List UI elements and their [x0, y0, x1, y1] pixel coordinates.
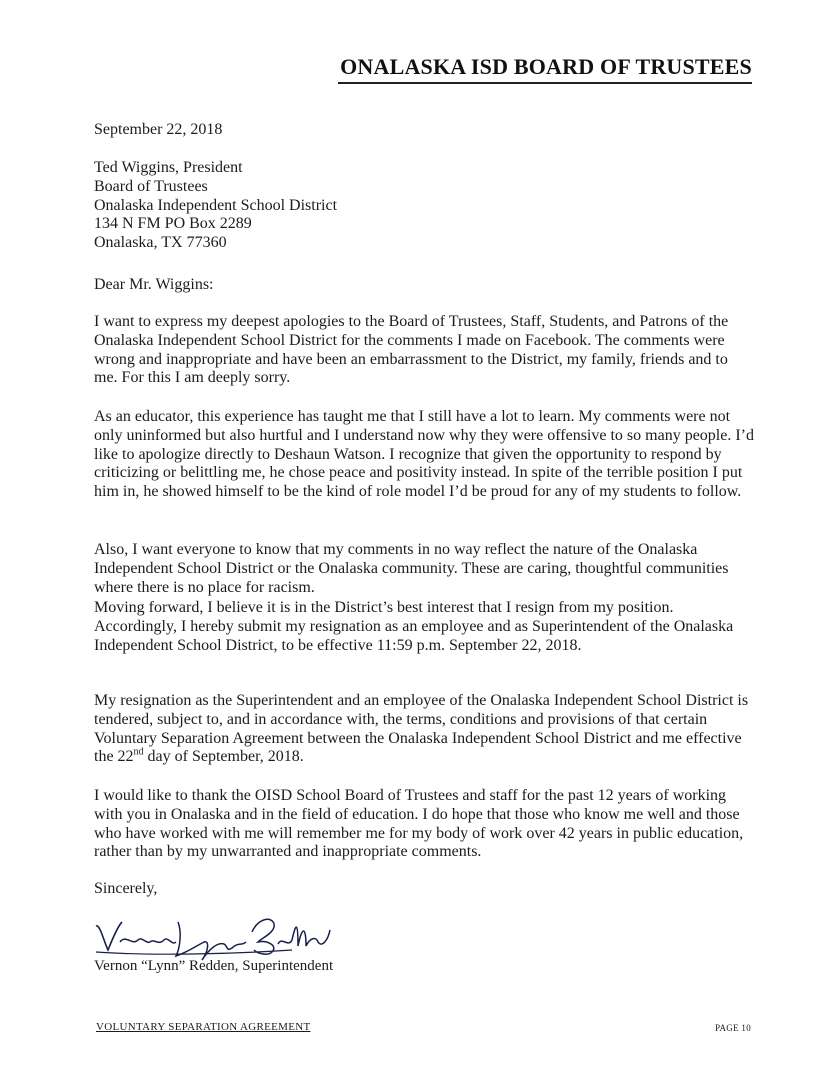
handwritten-signature — [92, 912, 332, 962]
paragraph-community: Also, I want everyone to know that my comments in no way reflect the nature of the Onalaska Independent School District or the Onalaska community. These are caring, thoughtful communities where there is no place for racism. — [94, 541, 729, 596]
page-number: PAGE 10 — [715, 1023, 752, 1033]
letter-date: September 22, 2018 — [94, 121, 223, 138]
letterhead-title: ONALASKA ISD BOARD OF TRUSTEES — [340, 54, 752, 79]
letterhead-rule — [338, 82, 752, 84]
address-line: Onalaska Independent School District — [94, 196, 338, 214]
ordinal-suffix: nd — [133, 747, 144, 759]
recipient-address — [94, 159, 754, 253]
address-line: Board of Trustees — [94, 177, 208, 195]
salutation: Dear Mr. Wiggins: — [94, 276, 214, 293]
paragraph-apology: I want to express my deepest apologies to the Board of Trustees, Staff, Students, and Patrons of the Onalaska Independent School District for the comments I made on Facebook. The comments were wrong and inappropriate and have been an embarrassment to the District, my family, friends and to me. For this I am deeply sorry. — [94, 313, 729, 387]
agreement-text-end: day of September, 2018. — [143, 748, 304, 766]
paragraph-thanks: I would like to thank the OISD School Board of Trustees and staff for the past 12 years of working with you in Onalaska and in the field of education. I do hope that those who know me well and those who have worked with me will remember me for my body of work over 42 years in public education, rather than by my unwarranted and inappropriate comments. — [94, 787, 744, 861]
paragraph-educator: As an educator, this experience has taught me that I still have a lot to learn. My comments were not only uninformed but also hurtful and I understand now why they were offensive to so many people. I’d like to apologize directly to Deshaun Watson. I recognize that given the opportunity to respond by criticizing or belittling me, he chose peace and positivity instead. In spite of the terrible position I put him in, he showed himself to be the kind of role model I’d be proud for any of my students to follow. — [94, 408, 754, 501]
closing: Sincerely, — [94, 880, 158, 897]
agreement-text: My resignation as the Superintendent and an employee of the Onalaska Independent School District is tendered, subject to, and in accordance with, the terms, conditions and provisions of that certain Voluntary Separation Agreement between the Onalaska Independent School District and me effective the 22 — [94, 692, 749, 766]
footer-document-title: VOLUNTARY SEPARATION AGREEMENT — [96, 1021, 311, 1033]
paragraph-resignation: Moving forward, I believe it is in the District’s best interest that I resign from my position. Accordingly, I hereby submit my resignation as an employee and as Superintendent of the Onalaska Independent School District, to be effective 11:59 p.m. September 22, 2018. — [94, 599, 734, 654]
address-line: Onalaska, TX 77360 — [94, 234, 227, 252]
paragraph-agreement — [94, 692, 754, 767]
address-line: Ted Wiggins, President — [94, 159, 243, 176]
address-line: 134 N FM PO Box 2289 — [94, 215, 252, 233]
letterhead — [338, 54, 752, 84]
signer-name: Vernon “Lynn” Redden, Superintendent — [94, 958, 334, 974]
